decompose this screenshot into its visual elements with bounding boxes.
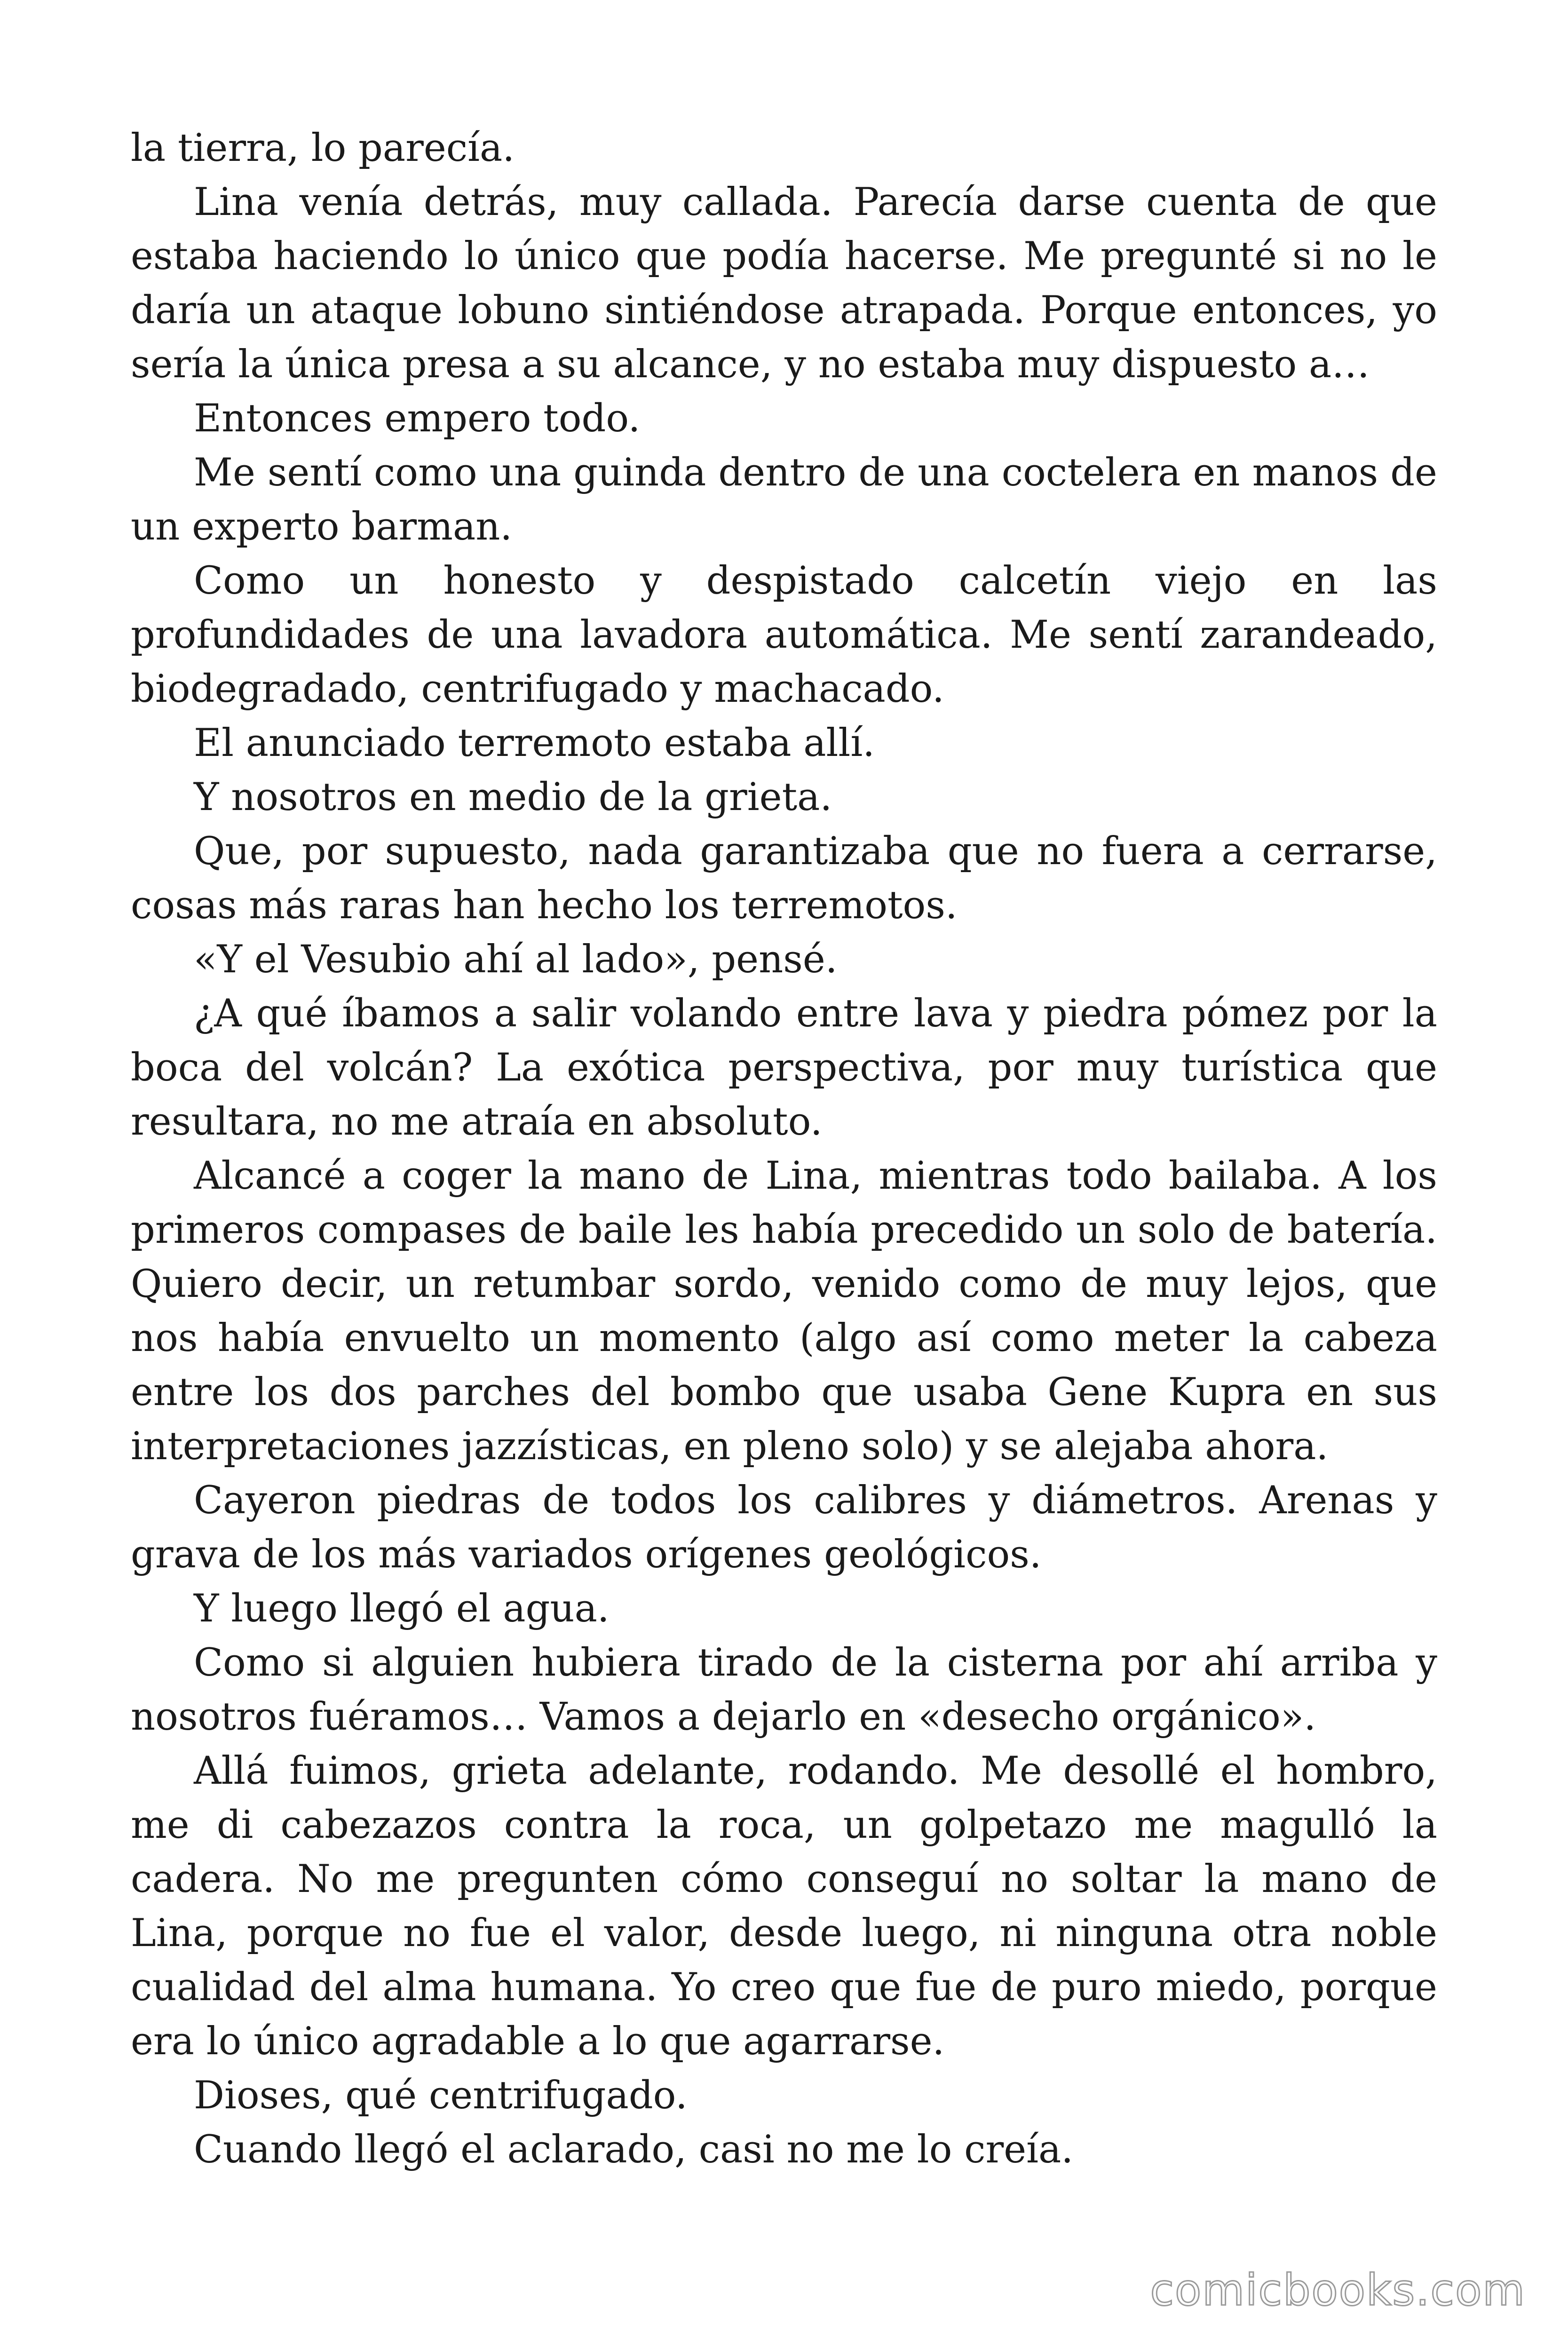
paragraph-14: Como si alguien hubiera tirado de la cisterna por ahí arriba y nosotros fuéramos… Vamos a dejarlo en «desecho orgánico». xyxy=(131,1641,1437,1739)
paragraph-9: «Y el Vesubio ahí al lado», pensé. xyxy=(194,938,838,982)
paragraph-3: Entonces empero todo. xyxy=(194,397,641,441)
paragraph-11: Alcancé a coger la mano de Lina, mientras todo bailaba. A los primeros compases de baile les había precedido un solo de batería. Quiero decir, un retumbar sordo, venido como de muy lejos, que nos había envuelto un momento (algo así como meter la cabeza entre los dos parches del bombo que usaba Gene Kupra en sus interpretaciones jazzísticas, en pleno solo) y se alejaba ahora. xyxy=(131,1154,1437,1469)
paragraph-1: la tierra, lo parecía. xyxy=(131,126,515,170)
paragraph-6: El anunciado terremoto estaba allí. xyxy=(194,721,875,765)
paragraph-15: Allá fuimos, grieta adelante, rodando. Me desollé el hombro, me di cabezazos contra la roca, un golpetazo me magulló la cadera. No me pregunten cómo conseguí no soltar la mano de Lina, porque no fue el valor, desde luego, ni ninguna otra noble cualidad del alma humana. Yo creo que fue de puro miedo, porque era lo único agradable a lo que agarrarse. xyxy=(131,1749,1437,2064)
paragraph-16: Dioses, qué centrifugado. xyxy=(194,2074,688,2118)
page-body xyxy=(131,121,1437,2177)
paragraph-17: Cuando llegó el aclarado, casi no me lo creía. xyxy=(194,2128,1074,2172)
paragraph-12: Cayeron piedras de todos los calibres y diámetros. Arenas y grava de los más variados orígenes geológicos. xyxy=(131,1478,1437,1577)
paragraph-10: ¿A qué íbamos a salir volando entre lava y piedra pómez por la boca del volcán? La exótica perspectiva, por muy turística que resultara, no me atraía en absoluto. xyxy=(131,992,1437,1144)
paragraph-8: Que, por supuesto, nada garantizaba que no fuera a cerrarse, cosas más raras han hecho los terremotos. xyxy=(131,829,1437,928)
paragraph-4: Me sentí como una guinda dentro de una coctelera en manos de un experto barman. xyxy=(131,451,1437,549)
paragraph-7: Y nosotros en medio de la grieta. xyxy=(194,775,832,819)
paragraph-2: Lina venía detrás, muy callada. Parecía darse cuenta de que estaba haciendo lo único que podía hacerse. Me pregunté si no le daría un ataque lobuno sintiéndose atrapada. Porque entonces, yo sería la única presa a su alcance, y no estaba muy dispuesto a… xyxy=(131,180,1437,387)
watermark-logo: comicbooks.com xyxy=(1150,2265,1526,2315)
paragraph-5: Como un honesto y despistado calcetín viejo en las profundidades de una lavadora automática. Me sentí zarandeado, biodegradado, centrifugado y machacado. xyxy=(131,559,1437,711)
paragraph-13: Y luego llegó el agua. xyxy=(194,1587,610,1631)
